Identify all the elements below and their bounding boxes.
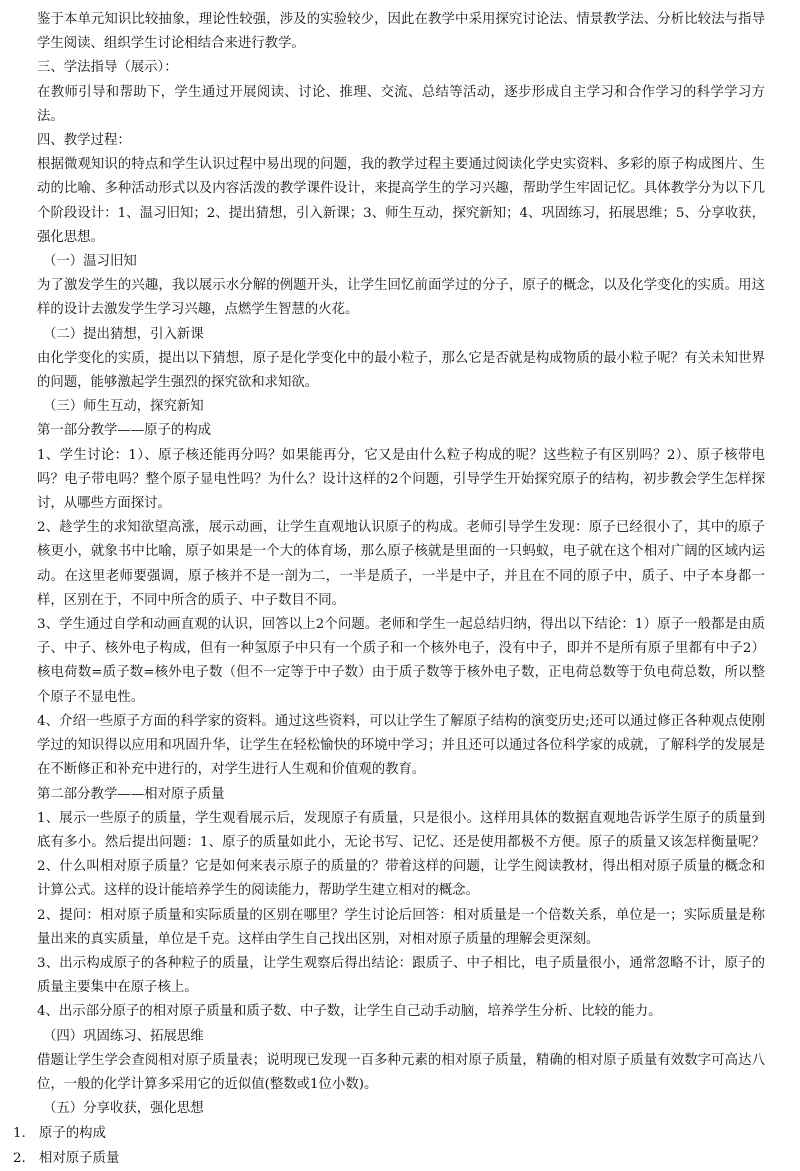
part-two-item-3: 3、出示构成原子的各种粒子的质量，让学生观察后得出结论：跟质子、中子相比，电子质量很小，通常忽略不计，原子的质量主要集中在原子核上。 [37,955,765,996]
summary-list [13,1122,765,1170]
subheading-interaction: （三）师生互动，探究新知 [43,399,204,415]
subheading-practice: （四）巩固练习、拓展思维 [43,1028,204,1044]
list-item [13,1147,765,1171]
part-one-item-3: 3、学生通过自学和动画直观的认识，回答以上2个问题。老师和学生一起总结归纳，得出以下结论：1）原子一般都是由质子、中子、核外电子构成，但有一种氢原子中只有一个质子和一个核外电子，没有中子，即并不是所有原子里都有中子2）核电荷数=质子数=核外电子数（但不一定等于中子数）由于质子数等于核外电子数，正电荷总数等于负电荷总数，所以整个原子不显电性。 [37,617,765,705]
intro-paragraph: 鉴于本单元知识比较抽象，理论性较强，涉及的实验较少，因此在教学中采用探究讨论法、情景教学法、分析比较法与指导学生阅读、组织学生讨论相结合来进行教学。 [37,12,765,52]
review-paragraph: 为了激发学生的兴趣，我以展示水分解的例题开头，让学生回忆前面学过的分子，原子的概念，以及化学变化的实质。用这样的设计去激发学生学习兴趣，点燃学生智慧的火花。 [37,278,765,318]
part-two-item-2: 2、提问：相对原子质量和实际质量的区别在哪里？学生讨论后回答：相对质量是一个倍数关系，单位是一；实际质量是称量出来的真实质量，单位是千克。这样由学生自己找出区别，对相对原子质量的理解会更深刻。 [37,907,765,947]
section-heading-teaching-process: 四、教学过程： [37,133,131,149]
subheading-summary: （五）分享收获，强化思想 [43,1101,204,1117]
subheading-hypothesis: （二）提出猜想，引入新课 [43,326,204,342]
part-one-item-1: 1、学生讨论：1）、原子核还能再分吗？如果能再分，它又是由什么粒子构成的呢？这些粒子有区别吗？2）、原子核带电吗？电子带电吗？整个原子显电性吗？为什么？设计这样的2个问题，引导学生开始探究原子的结构，初步教会学生怎样探讨，从哪些方面探讨。 [37,447,765,512]
list-item-number: 1. [13,1126,26,1142]
part-one-item-2: 2、趁学生的求知欲望高涨，展示动画，让学生直观地认识原子的构成。老师引导学生发现：原子已经很小了，其中的原子核更小，就象书中比喻，原子如果是一个大的体育场，那么原子核就是里面的一只蚂蚁，电子就在这个相对广阔的区域内运动。在这里老师要强调，原子核并不是一剖为二，一半是质子，一半是中子，并且在不同的原子中，质子、中子本身都一样，区别在于，不同中所含的质子、中子数目不同。 [37,520,765,608]
hypothesis-paragraph: 由化学变化的实质，提出以下猜想，原子是化学变化中的最小粒子，那么它是否就是构成物质的最小粒子呢？有关未知世界的问题，能够激起学生强烈的探究欲和求知欲。 [37,350,765,391]
section-heading-study-method: 三、学法指导（展示）： [37,60,178,76]
part-two-item-1: 1、展示一些原子的质量，学生观看展示后，发现原子有质量，只是很小。这样用具体的数据直观地告诉学生原子的质量到底有多小。然后提出问题：1、原子的质量如此小，无论书写、记忆、还是使用都极不方便。原子的质量又该怎样衡量呢？2、什么叫相对原子质量？它是如何来表示原子的质量的？带着这样的问题，让学生阅读教材，得出相对原子质量的概念和计算公式。这样的设计能培养学生的阅读能力，帮助学生建立相对的概念。 [37,810,765,899]
list-item-text: 原子的构成 [39,1126,106,1142]
part-two-heading: 第二部分教学——相对原子质量 [37,786,225,802]
part-one-heading: 第一部分教学——原子的构成 [37,423,212,439]
study-method-paragraph: 在教师引导和帮助下，学生通过开展阅读、讨论、推理、交流、总结等活动，逐步形成自主学习和合作学习的科学学习方法。 [37,84,765,124]
part-one-item-4: 4、介绍一些原子方面的科学家的资料。通过这些资料，可以让学生了解原子结构的演变历史;还可以通过修正各种观点使刚学过的知识得以应用和巩固升华，让学生在轻松愉快的环境中学习；并且还可以通过各位科学家的成就，了解科学的发展是在不断修正和补充中进行的，对学生进行人生观和价值观的教育。 [37,713,765,778]
part-two-item-4: 4、出示部分原子的相对原子质量和质子数、中子数，让学生自己动手动脑，培养学生分析、比较的能力。 [37,1004,662,1020]
teaching-process-paragraph: 根据微观知识的特点和学生认识过程中易出现的问题，我的教学过程主要通过阅读化学史实资料、多彩的原子构成图片、生动的比喻、多种活动形式以及内容活泼的教学课件设计，来提高学生的学习兴趣，帮助学生牢固记忆。具体教学分为以下几个阶段设计：1、温习旧知；2、提出猜想，引入新课；3、师生互动，探究新知；4、巩固练习，拓展思维；5、分享收获，强化思想。 [37,157,765,245]
list-item-text: 相对原子质量 [39,1150,120,1166]
list-item [13,1122,765,1146]
document-page [13,8,765,1171]
practice-paragraph: 借题让学生学会查阅相对原子质量表；说明现已发现一百多种元素的相对原子质量，精确的相对原子质量有效数字可高达八位，一般的化学计算多采用它的近似值(整数或1位小数)。 [37,1052,765,1092]
subheading-review: （一）温习旧知 [43,254,137,270]
list-item-number: 2. [13,1150,26,1166]
